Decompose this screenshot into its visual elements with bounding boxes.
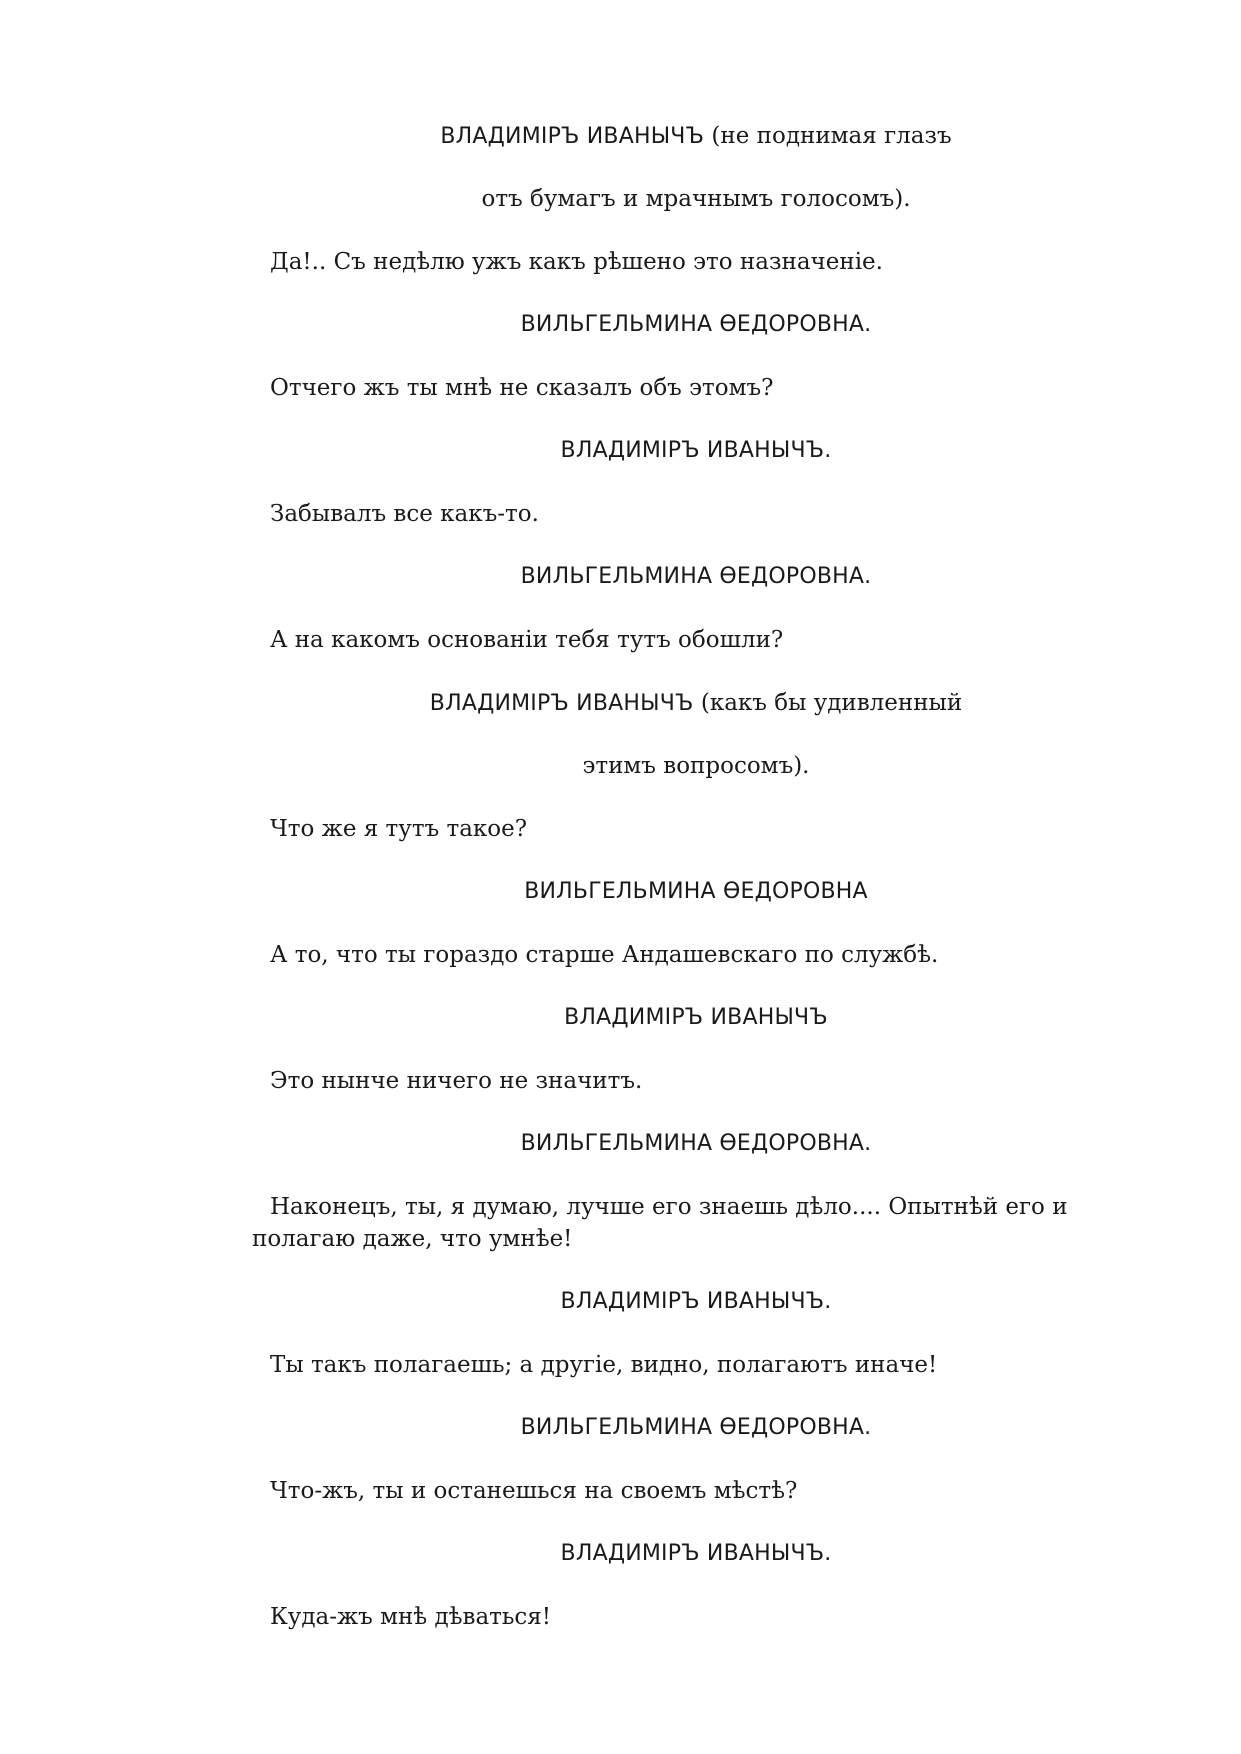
speaker-line: ВЛАДИМIРЪ ИВАНЫЧЪ.: [560, 1289, 832, 1314]
speaker-line: ВИЛЬГЕЛЬМИНА ѲЕДОРОВНА.: [520, 312, 872, 337]
stage-direction-line: отъ бумагъ и мрачнымъ голосомъ).: [481, 186, 911, 212]
speech-line: Забывалъ все какъ-то.: [270, 501, 539, 527]
speech-line: Что-жъ, ты и останешься на своемъ мѣстѣ?: [270, 1478, 798, 1504]
speech-paragraph: Наконецъ, ты, я думаю, лучше его знаешь дѣло.... Опытнѣй его и полагаю даже, что умнѣе!: [252, 1194, 1068, 1252]
speaker-line: ВЛАДИМIРЪ ИВАНЫЧЪ.: [560, 438, 832, 463]
stage-direction: (не поднимая глазъ: [711, 123, 952, 149]
speaker-line: ВИЛЬГЕЛЬМИНА ѲЕДОРОВНА.: [520, 564, 872, 589]
speech-line: Это нынче ничего не значитъ.: [270, 1068, 643, 1094]
speaker-line: [0, 120, 1241, 153]
speech-line: Куда-жъ мнѣ дѣваться!: [270, 1604, 552, 1630]
speech-line: Отчего жъ ты мнѣ не сказалъ объ этомъ?: [270, 375, 774, 401]
speaker-line: [0, 687, 1241, 720]
speech-line: Да!.. Съ недѣлю ужъ какъ рѣшено это назначенiе.: [270, 249, 883, 275]
speaker-line: ВИЛЬГЕЛЬМИНА ѲЕДОРОВНА: [524, 879, 868, 904]
speaker-name: ВЛАДИМIРЪ ИВАНЫЧЪ: [429, 691, 694, 716]
speech-line: А то, что ты гораздо старше Андашевскаго по службѣ.: [270, 942, 939, 968]
speaker-line: ВИЛЬГЕЛЬМИНА ѲЕДОРОВНА.: [520, 1415, 872, 1440]
speaker-line: ВИЛЬГЕЛЬМИНА ѲЕДОРОВНА.: [520, 1131, 872, 1156]
speech-line: Ты такъ полагаешь; а другiе, видно, полагаютъ иначе!: [270, 1352, 938, 1378]
speech-line: А на какомъ основанiи тебя тутъ обошли?: [270, 627, 784, 653]
stage-direction: (какъ бы удивленный: [700, 690, 963, 716]
speaker-line: ВЛАДИМIРЪ ИВАНЫЧЪ: [564, 1005, 828, 1030]
speech-line: Что же я тутъ такое?: [270, 816, 528, 842]
stage-direction-line: этимъ вопросомъ).: [582, 753, 810, 779]
speaker-line: ВЛАДИМIРЪ ИВАНЫЧЪ.: [560, 1541, 832, 1566]
speaker-name: ВЛАДИМIРЪ ИВАНЫЧЪ: [440, 124, 705, 149]
